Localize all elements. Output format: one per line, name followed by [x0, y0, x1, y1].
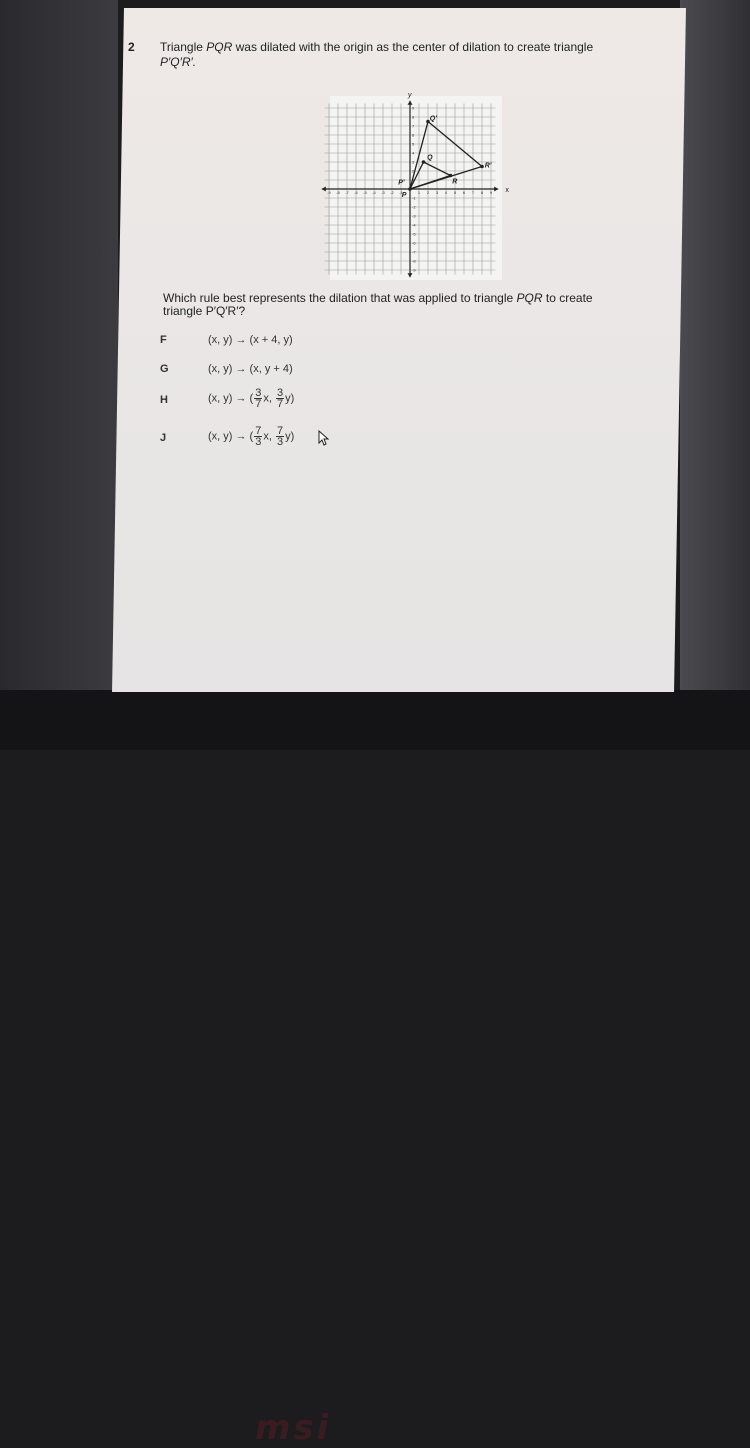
tick-label: 7	[471, 190, 475, 195]
tick-label: -3	[381, 190, 385, 195]
tick-label: -2	[412, 204, 416, 210]
tick-label: 1	[417, 190, 421, 195]
tick-label: 6	[412, 132, 415, 138]
option-letter: H	[160, 394, 168, 406]
tick-label: -7	[345, 190, 349, 195]
monitor-bezel-left	[0, 0, 118, 750]
tick-label: -1	[399, 190, 403, 195]
tick-label: 2	[412, 168, 415, 174]
option-j[interactable]	[160, 425, 360, 454]
question-text: Triangle PQR was dilated with the origin as the center of dilation to create triangle P′Q′R′.	[160, 40, 594, 69]
question-number: 2	[128, 40, 135, 54]
vertex-point	[480, 165, 484, 169]
coordinate-graph	[327, 92, 509, 280]
tick-label: 1	[412, 177, 415, 183]
tick-label: 5	[453, 190, 457, 195]
tick-label: 8	[412, 114, 415, 120]
tick-label: -4	[372, 190, 376, 195]
brand-logo: msi	[255, 1408, 332, 1448]
option-rule: (x, y) → (x + 4, y)	[208, 334, 293, 346]
tick-label: -5	[412, 231, 416, 237]
fraction: $\frac{7}{3}$	[276, 425, 284, 448]
fraction: $\frac{3}{7}$	[276, 387, 284, 410]
tick-label: 4	[412, 150, 415, 156]
vertex-point	[422, 160, 426, 164]
point-label: R	[452, 178, 458, 186]
tick-label: 9	[412, 105, 415, 111]
y-axis-label: y	[408, 92, 412, 100]
option-g[interactable]	[160, 363, 360, 379]
tick-label: -6	[354, 190, 358, 195]
point-label: P	[401, 192, 407, 200]
question-prompt: Which rule best represents the dilation that was applied to triangle PQR to create triangle P′Q′R′?	[163, 291, 593, 318]
fraction: $\frac{3}{7}$	[255, 387, 262, 410]
option-letter: G	[160, 363, 169, 375]
x-axis-arrow	[494, 187, 498, 192]
point-label: Q	[427, 154, 433, 162]
tick-label: 3	[435, 190, 439, 195]
option-letter: J	[160, 432, 167, 444]
tick-label: -6	[412, 240, 416, 246]
tick-label: 6	[462, 190, 466, 195]
tick-label: -7	[412, 249, 416, 255]
tick-label: 7	[412, 123, 415, 129]
monitor-bezel-right	[680, 0, 750, 750]
option-h[interactable]	[160, 387, 360, 416]
option-rule: (x, y) → (x, y + 4)	[208, 363, 293, 375]
point-label: Q′	[429, 115, 437, 123]
tick-label: -9	[327, 190, 331, 195]
tick-label: 8	[480, 190, 484, 195]
option-f[interactable]	[160, 334, 360, 350]
tick-label: -8	[336, 190, 340, 195]
fraction: $\frac{7}{3}$	[255, 425, 262, 448]
option-letter: F	[160, 334, 167, 346]
tick-label: -3	[412, 213, 416, 219]
tick-label: -8	[412, 258, 416, 264]
option-rule: (x, y) → ( $\frac{3}{7}$ x, $\frac{3}{7}$ y)	[208, 387, 295, 410]
mouse-cursor-icon	[318, 430, 330, 446]
x-axis-label: x	[505, 187, 509, 194]
tick-label: -2	[390, 190, 394, 195]
vertex-point	[408, 187, 412, 191]
vertex-point	[449, 174, 453, 178]
tick-label: -5	[363, 190, 367, 195]
y-axis-arrow	[408, 101, 413, 105]
monitor-bezel-bottom	[0, 690, 750, 1448]
tick-label: -1	[412, 195, 416, 201]
tick-label: -4	[412, 222, 416, 228]
point-label: P′	[398, 179, 405, 187]
tick-label: 9	[489, 190, 493, 195]
tick-label: -9	[412, 267, 416, 273]
y-axis-arrow	[408, 273, 413, 277]
tick-label: 3	[412, 159, 415, 165]
point-label: R′	[484, 162, 492, 170]
coordinate-grid	[327, 92, 509, 280]
tick-label: 5	[412, 141, 415, 147]
option-rule: (x, y) → ( $\frac{7}{3}$ x, $\frac{7}{3}$ y)	[208, 425, 295, 448]
tick-label: 4	[444, 190, 448, 195]
tick-label: 2	[426, 190, 430, 195]
